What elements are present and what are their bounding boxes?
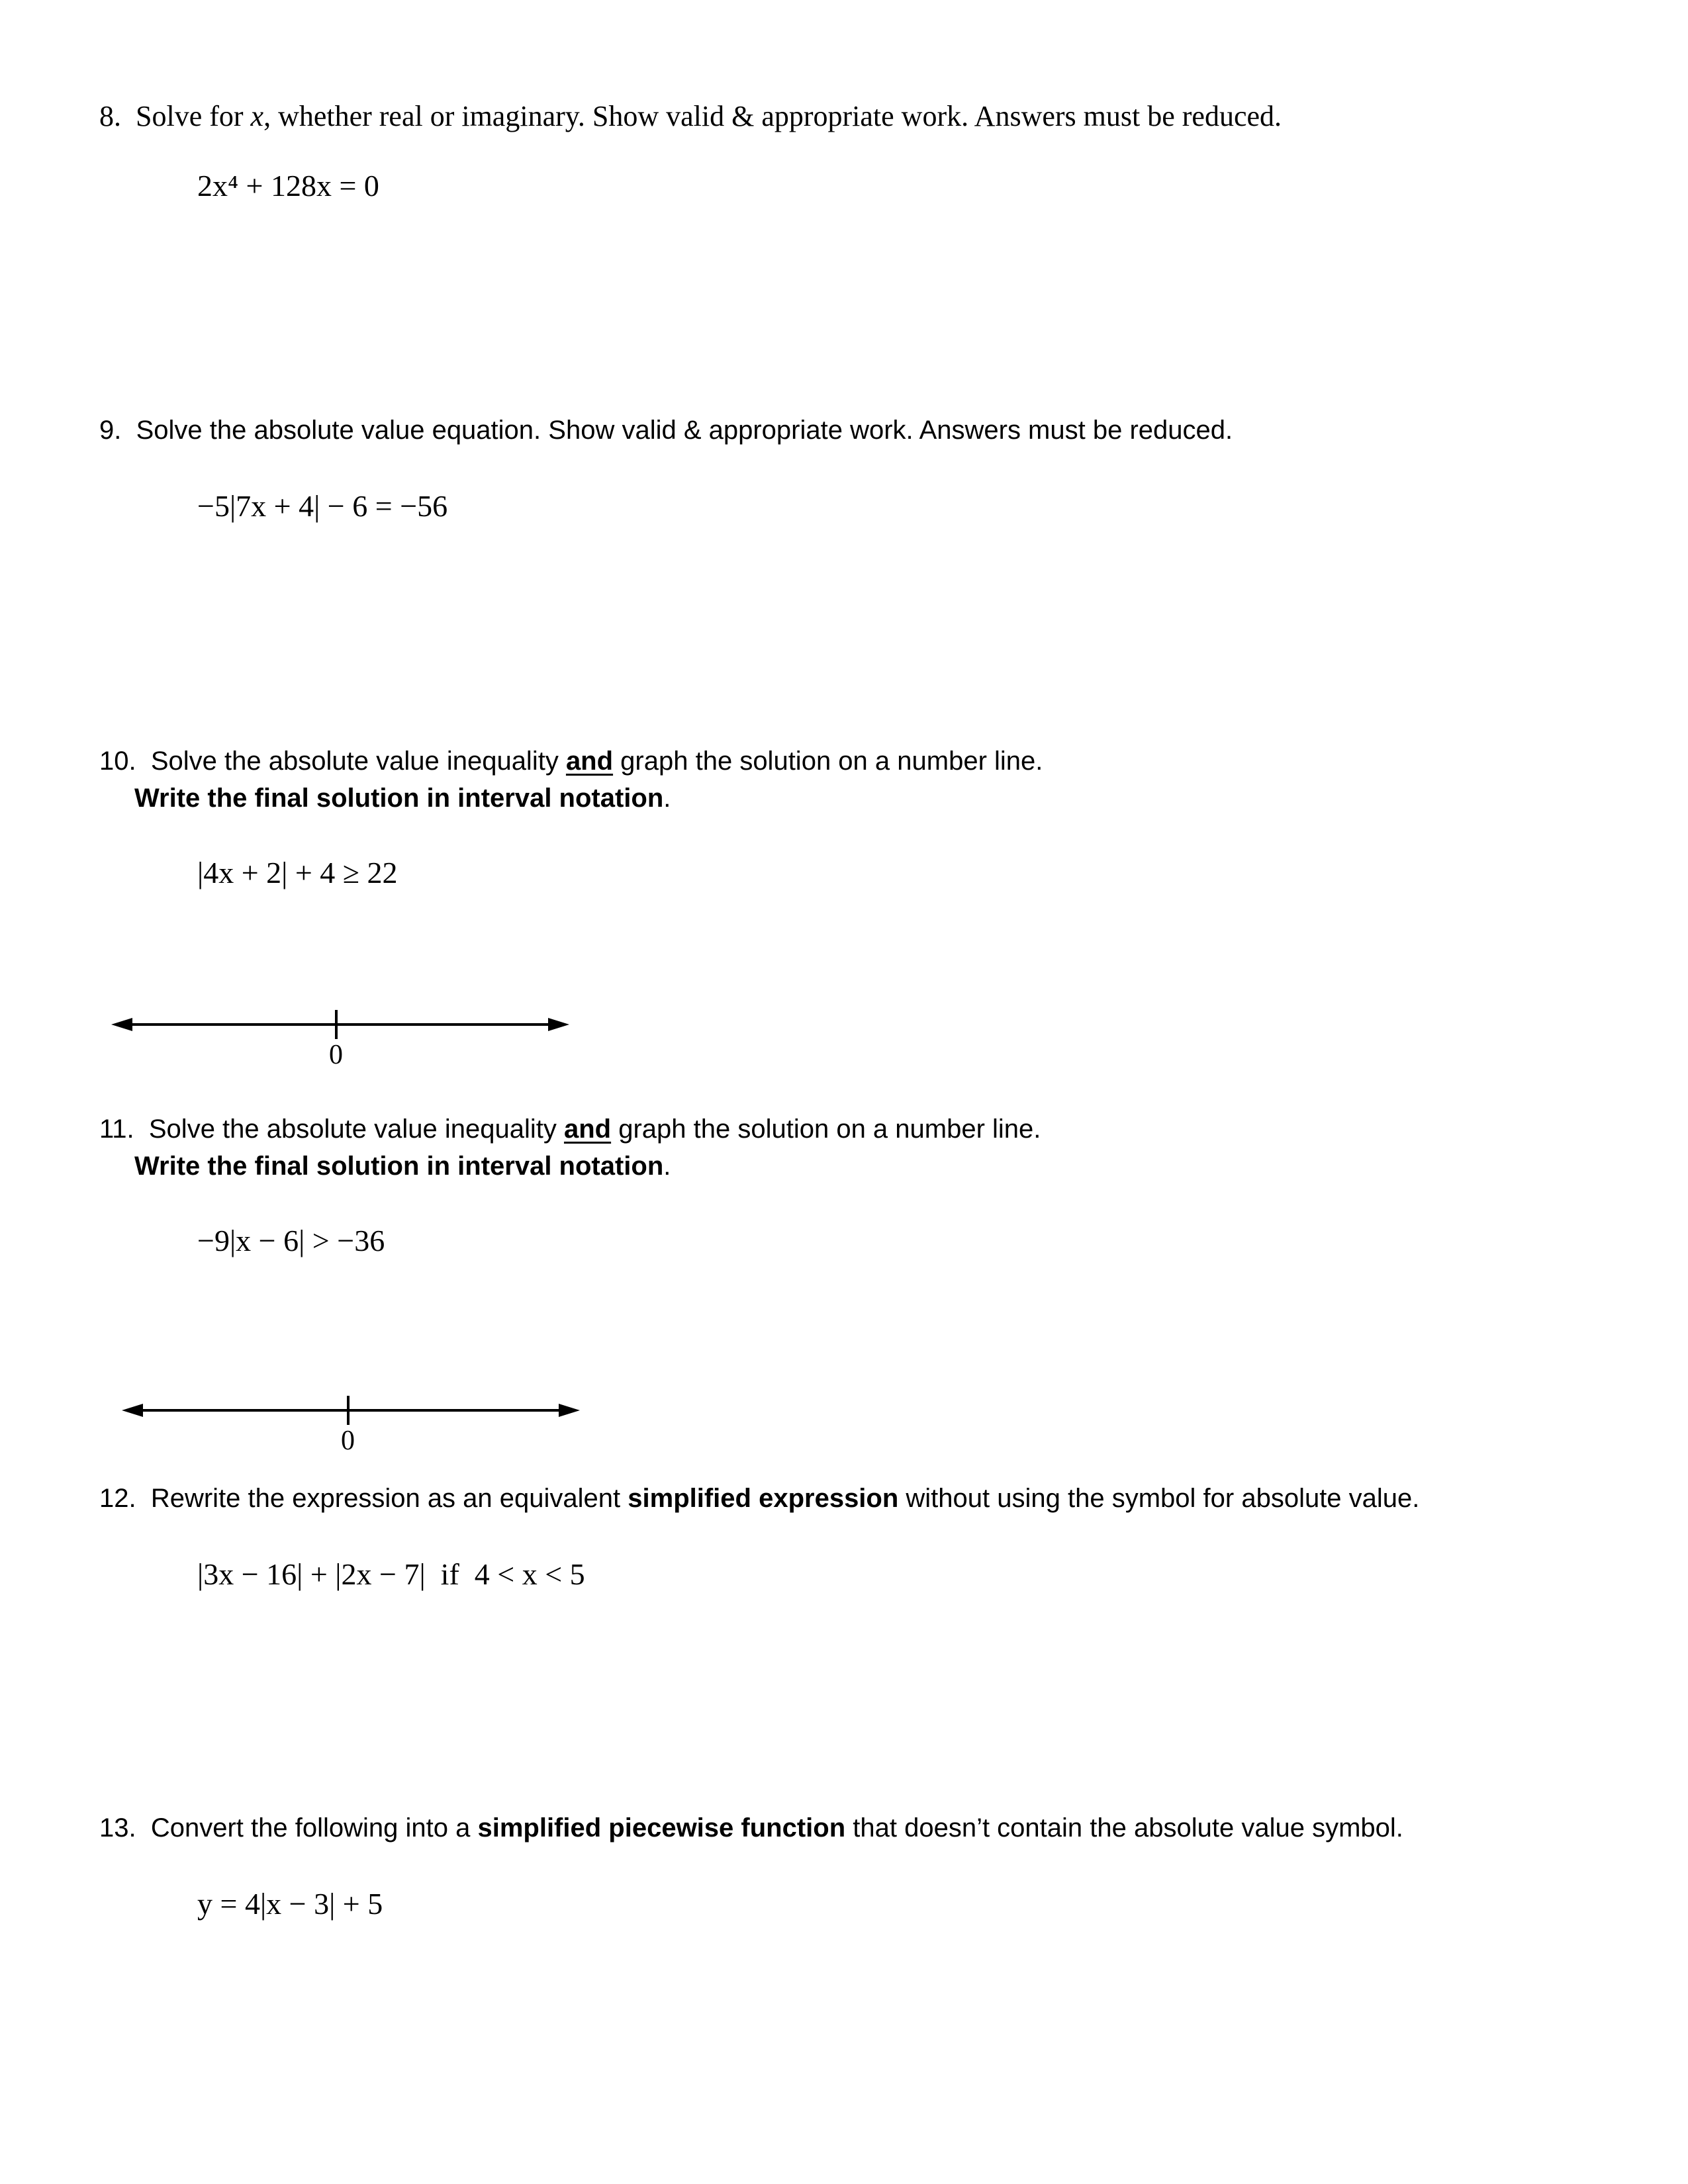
interval-notation-instruction: Write the final solution in interval notation	[134, 784, 664, 813]
problem-11-instruction: Write the final solution in interval notation.	[134, 1152, 671, 1181]
problem-number: 13.	[99, 1813, 136, 1843]
problem-12-expression	[197, 1557, 585, 1592]
problem-12-prompt	[99, 1484, 1419, 1514]
absolute-value-expression: |3x − 16| + |2x − 7|	[197, 1557, 426, 1591]
problem-text: graph the solution on a number line.	[611, 1115, 1041, 1144]
condition-word: if	[440, 1557, 459, 1591]
problem-number: 10.	[99, 747, 136, 776]
problem-number: 9.	[99, 416, 122, 445]
condition: 4 < x < 5	[474, 1557, 585, 1591]
emphasis-and: and	[563, 1115, 612, 1144]
problem-13-prompt	[99, 1813, 1403, 1843]
problem-text: Convert the following into a	[150, 1813, 478, 1843]
problem-number: 8.	[99, 100, 121, 132]
right-arrow-icon	[559, 1404, 580, 1417]
zero-tick-label: 0	[329, 1040, 343, 1070]
problem-text: Solve the absolute value inequality	[148, 1115, 564, 1144]
problem-10-instruction: Write the final solution in interval notation.	[134, 784, 671, 813]
problem-10-equation: |4x + 2| + 4 ≥ 22	[197, 856, 398, 889]
problem-text: Rewrite the expression as an equivalent	[150, 1484, 628, 1513]
problem-text: that doesn’t contain the absolute value symbol.	[845, 1813, 1403, 1843]
problem-8-equation: 2x⁴ + 128x = 0	[197, 169, 379, 203]
problem-text: , whether real or imaginary. Show valid & appropriate work. Answers must be reduced.	[263, 100, 1282, 132]
problem-text: without using the symbol for absolute value.	[898, 1484, 1420, 1513]
emphasis-and: and	[565, 747, 614, 776]
left-arrow-icon	[122, 1404, 143, 1417]
interval-notation-instruction: Write the final solution in interval notation	[134, 1152, 664, 1181]
problem-number: 12.	[99, 1484, 136, 1513]
problem-text: Solve for	[136, 100, 251, 132]
problem-number: 11.	[99, 1115, 134, 1144]
problem-text: graph the solution on a number line.	[613, 747, 1043, 776]
variable: x	[250, 100, 264, 132]
bold-phrase: simplified expression	[628, 1484, 899, 1513]
problem-text: Solve the absolute value equation. Show valid & appropriate work. Answers must be reduced.	[136, 416, 1233, 445]
bold-phrase: simplified piecewise function	[477, 1813, 846, 1843]
problem-9-equation: −5|7x + 4| − 6 = −56	[197, 489, 448, 523]
zero-tick-label: 0	[341, 1426, 355, 1456]
problem-13-equation: y = 4|x − 3| + 5	[197, 1887, 383, 1921]
problem-text: Solve the absolute value inequality	[150, 747, 566, 776]
problem-11-equation: −9|x − 6| > −36	[197, 1224, 385, 1257]
